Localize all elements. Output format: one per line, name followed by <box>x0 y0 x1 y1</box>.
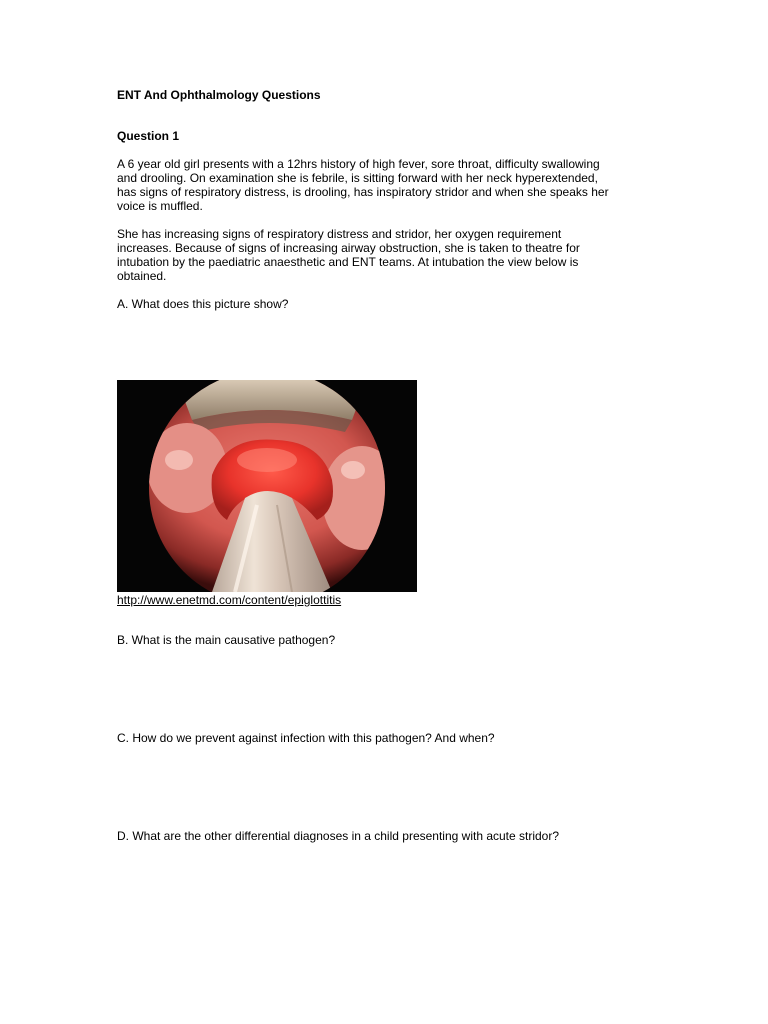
paragraph-line: voice is muffled. <box>117 199 203 213</box>
paragraph-line: and drooling. On examination she is febrile, is sitting forward with her neck hyperextended, <box>117 171 598 185</box>
document-title: ENT And Ophthalmology Questions <box>117 88 321 102</box>
paragraph-line: She has increasing signs of respiratory distress and stridor, her oxygen requirement <box>117 227 562 241</box>
epiglottitis-photo-icon <box>117 380 417 592</box>
question-b: B. What is the main causative pathogen? <box>117 633 336 647</box>
question-heading: Question 1 <box>117 129 180 143</box>
image-source-link[interactable]: http://www.enetmd.com/content/epiglottitis <box>117 593 342 607</box>
paragraph-line: has signs of respiratory distress, is drooling, has inspiratory stridor and when she speaks her <box>117 185 609 199</box>
paragraph-line: obtained. <box>117 269 167 283</box>
case-paragraph-1 <box>117 157 657 213</box>
paragraph-line: increases. Because of signs of increasing airway obstruction, she is taken to theatre for <box>117 241 580 255</box>
question-d: D. What are the other differential diagnoses in a child presenting with acute stridor? <box>117 829 560 843</box>
paragraph-line: intubation by the paediatric anaesthetic and ENT teams. At intubation the view below is <box>117 255 579 269</box>
question-a: A. What does this picture show? <box>117 297 289 311</box>
case-paragraph-2 <box>117 227 657 283</box>
question-c: C. How do we prevent against infection with this pathogen? And when? <box>117 731 495 745</box>
paragraph-line: A 6 year old girl presents with a 12hrs history of high fever, sore throat, difficulty swallowing <box>117 157 600 171</box>
endoscopic-photo <box>117 380 417 592</box>
